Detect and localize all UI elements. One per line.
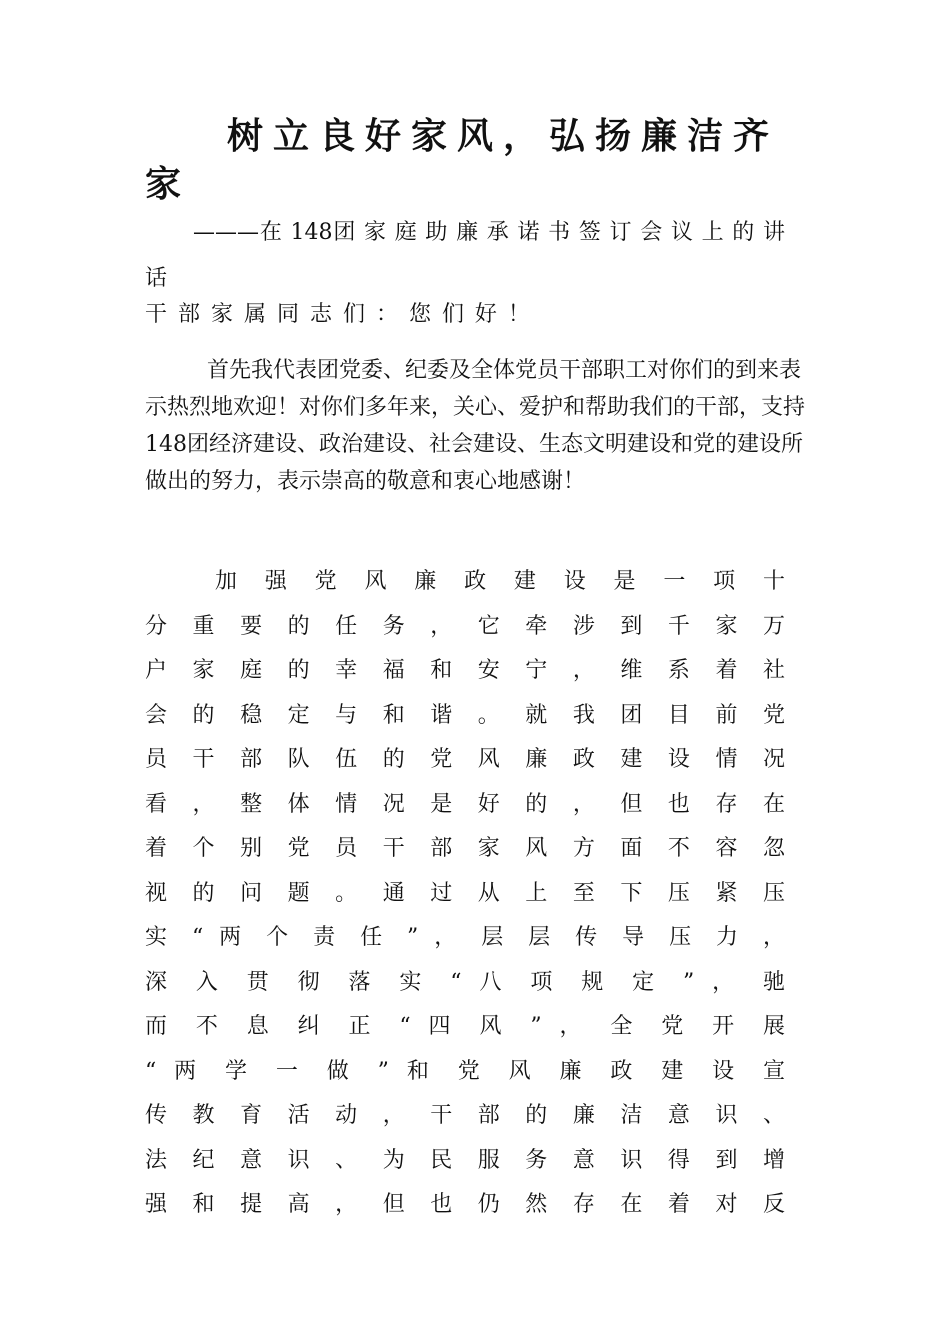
paragraph-2-line: 员 干 部 队 伍 的 党 风 廉 政 建 设 情 况 (145, 747, 785, 772)
paragraph-2-line: 看 ， 整 体 情 况 是 好 的 ， 但 也 存 在 (145, 791, 785, 817)
paragraph-2-line: 传 教 育 活 动 ， 干 部 的 廉 洁 意 识 、 (145, 1103, 785, 1128)
paragraph-2-line: 加 强 党 风 廉 政 建 设 是 一 项 十 (215, 569, 785, 594)
paragraph-2-line: 而 不 息 纠 正 “ 四 风 ” ， 全 党 开 展 (145, 1014, 785, 1039)
paragraph-2-line: “ 两 学 一 做 ” 和 党 风 廉 政 建 设 宣 (145, 1058, 785, 1084)
paragraph-2-line: 法 纪 意 识 、 为 民 服 务 意 识 得 到 增 (145, 1147, 785, 1173)
paragraph-2-line: 会 的 稳 定 与 和 谐 。 就 我 团 目 前 党 (145, 702, 785, 728)
paragraph-2-line: 着 个 别 党 员 干 部 家 风 方 面 不 容 忽 (145, 836, 785, 861)
paragraph-2-line: 视 的 问 题 。 通 过 从 上 至 下 压 紧 压 (145, 880, 785, 906)
document-subtitle: ———在 148团 家 庭 助 廉 承 诺 书 签 订 会 议 上 的 讲 话 (145, 220, 785, 291)
paragraph-2-line: 实 “ 两 个 责 任 ” ， 层 层 传 导 压 力 ， (145, 925, 785, 950)
paragraph-2-line: 户 家 庭 的 幸 福 和 安 宁 ， 维 系 着 社 (145, 658, 785, 683)
paragraph-2-line: 深 入 贯 彻 落 实 “ 八 项 规 定 ” ， 驰 (145, 969, 785, 995)
paragraph-2-line: 分 重 要 的 任 务 ， 它 牵 涉 到 千 家 万 (145, 613, 785, 639)
document-title: 树立良好家风，弘扬廉洁齐家 (145, 115, 780, 205)
paragraph-2 (145, 560, 785, 1228)
salutation: 干 部 家 属 同 志 们 ： 您 们 好 ！ (145, 302, 532, 327)
paragraph-1: 首先我代表团党委、纪委及全体党员干部职工对你们的到来表示热烈地欢迎！对你们多年来，关心、爱护和帮助我们的干部，支持148团经济建设、政治建设、社会建设、生态文明建设和党的建设所做出的努力，表示崇高的敬意和衷心地感谢！ (145, 358, 806, 494)
paragraph-2-line: 强 和 提 高 ， 但 也 仍 然 存 在 着 对 反 (145, 1192, 785, 1217)
